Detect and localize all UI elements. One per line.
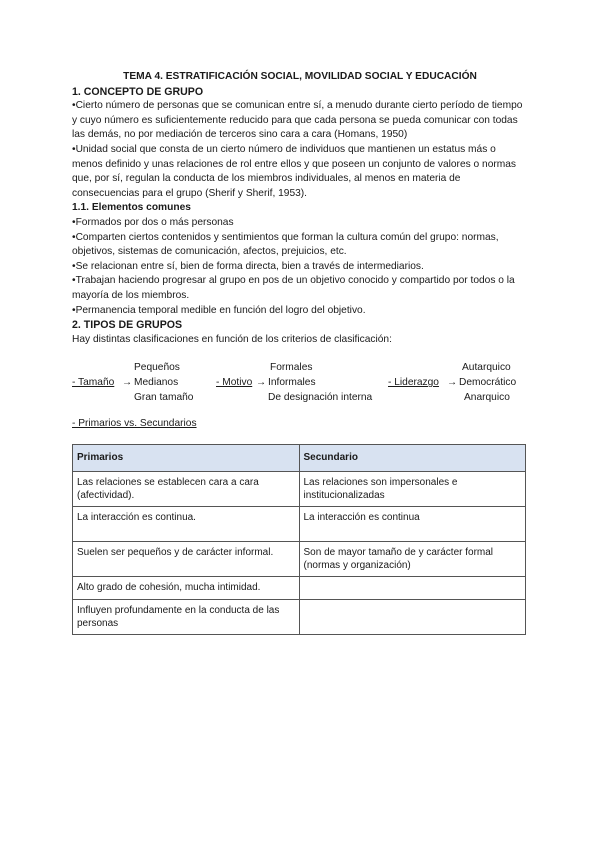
table-row — [73, 541, 526, 576]
motivo-option: De designación interna — [268, 392, 373, 404]
table-row — [73, 471, 526, 506]
tamano-option: Gran tamaño — [134, 392, 194, 404]
section-heading-tipos: 2. TIPOS DE GRUPOS — [72, 319, 183, 332]
tamano-option: Medianos — [134, 377, 179, 389]
table-cell — [299, 576, 526, 599]
header-primarios: Primarios — [73, 444, 300, 471]
table-cell — [299, 599, 526, 634]
header-secundario: Secundario — [299, 444, 526, 471]
table-cell: La interacción es continua — [299, 506, 526, 541]
arrow-icon: → — [122, 377, 133, 389]
elemento-item: • Trabajan haciendo progresar al grupo en pos de un objetivo conocido y compartido por todos o la mayoría de los miembros. — [72, 274, 528, 303]
definition-sherif: • Unidad social que consta de un cierto número de individuos que mantienen un estatus más o menos definido y unas relaciones de rol entre ellos y que poseen un conjunto de valores o normas que, por sí, regulan la conducta de los miembros individuales, al menos en materia de consecuencias para el grupo (Sherif y Sherif, 1953). — [72, 143, 528, 201]
tamano-label: - Tamaño — [72, 377, 115, 389]
classification-diagram — [72, 361, 528, 407]
liderazgo-label: - Liderazgo — [388, 377, 439, 389]
tipos-intro: Hay distintas clasificaciones en función de los criterios de clasificación: — [72, 333, 392, 345]
comparison-table — [72, 444, 526, 635]
elemento-item: • Se relacionan entre sí, bien de forma directa, bien a través de intermediarios. — [72, 260, 528, 275]
document-title: TEMA 4. ESTRATIFICACIÓN SOCIAL, MOVILIDAD SOCIAL Y EDUCACIÓN — [123, 71, 477, 82]
elemento-item: • Formados por dos o más personas — [72, 216, 528, 231]
subsection-heading-elementos: 1.1. Elementos comunes — [72, 202, 191, 214]
table-cell: Alto grado de cohesión, mucha intimidad. — [73, 576, 300, 599]
table-cell: La interacción es continua. — [73, 506, 300, 541]
comparison-title: - Primarios vs. Secundarios — [72, 418, 197, 430]
tamano-option: Pequeños — [134, 362, 180, 374]
motivo-option: Formales — [270, 362, 313, 374]
table-row — [73, 576, 526, 599]
table-cell: Las relaciones se establecen cara a cara (afectividad). — [73, 471, 300, 506]
table-cell: Las relaciones son impersonales e institucionalizadas — [299, 471, 526, 506]
liderazgo-option: Democrático — [459, 377, 517, 389]
liderazgo-option: Anarquico — [464, 392, 510, 404]
section-heading-concepto: 1. CONCEPTO DE GRUPO — [72, 85, 204, 98]
definition-homans: • Cierto número de personas que se comunican entre sí, a menudo durante cierto período de tiempo y cuyo número es suficientemente reducido para que cada persona se pueda comunicar con todas las demás, no por mediación de terceros sino cara a cara (Homans, 1950) — [72, 99, 528, 143]
arrow-icon: → — [447, 377, 458, 389]
motivo-option: Informales — [268, 377, 316, 389]
table-row — [73, 506, 526, 541]
elemento-item: • Permanencia temporal medible en función del logro del objetivo. — [72, 304, 528, 319]
table-cell: Son de mayor tamaño de y carácter formal (normas y organización) — [299, 541, 526, 576]
liderazgo-option: Autarquico — [462, 362, 511, 374]
table-row — [73, 599, 526, 634]
elemento-item: • Comparten ciertos contenidos y sentimientos que forman la cultura común del grupo: normas, objetivos, sistemas de comunicación, afectos, prejuicios, etc. — [72, 231, 528, 260]
motivo-label: - Motivo — [216, 377, 253, 389]
table-cell: Influyen profundamente en la conducta de las personas — [73, 599, 300, 634]
table-header-row — [73, 444, 526, 471]
arrow-icon: → — [256, 377, 267, 389]
table-cell: Suelen ser pequeños y de carácter informal. — [73, 541, 300, 576]
document-page — [72, 70, 528, 635]
